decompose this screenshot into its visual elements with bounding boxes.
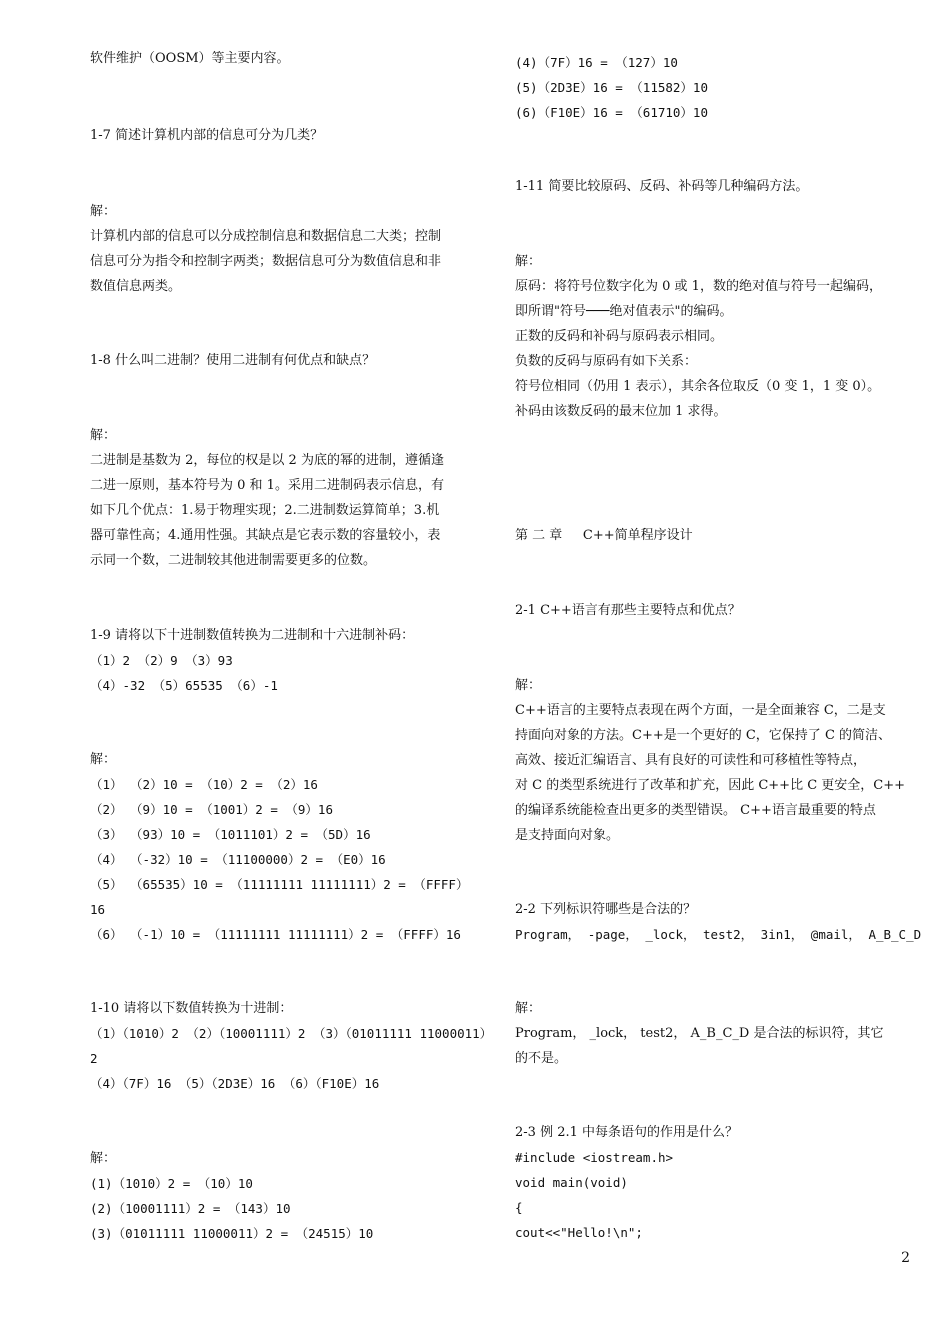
text-line: 正数的反码和补码与原码表示相同。 [515,329,724,344]
text-line: 如下几个优点：1.易于物理实现；2.二进制数运算简单；3.机 [90,503,440,518]
answer-label: 解： [90,752,117,767]
question-heading: 2-3 例 2.1 中每条语句的作用是什么？ [515,1125,739,1140]
text-line: 数值信息两类。 [90,279,182,294]
text-line: 二进制是基数为 2，每位的权是以 2 为底的幂的进制，遵循逢 [90,453,444,468]
text-line: (6)（F10E）16 = （61710）10 [515,105,708,120]
text-line: （3） （93）10 = （1011101）2 = （5D）16 [90,827,371,842]
text-line: （4）（7F）16 （5）（2D3E）16 （6）（F10E）16 [90,1076,380,1091]
text-line: （1） （2）10 = （10）2 = （2）16 [90,777,318,792]
question-heading: 2-2 下列标识符哪些是合法的？ [515,902,697,917]
text-line: 软件维护（OOSM）等主要内容。 [90,51,290,66]
answer-label: 解： [90,428,117,443]
text-line: 高效、接近汇编语言、具有良好的可读性和可移植性等特点， [515,753,867,768]
text-line: （6） （-1）10 = （11111111 11111111）2 = （FFFF）16 [90,927,461,942]
answer-label: 解： [90,204,117,219]
text-line: 计算机内部的信息可以分成控制信息和数据信息二大类；控制 [90,229,442,244]
text-line: 的编译系统能检查出更多的类型错误。 C++语言最重要的特点 [515,803,876,818]
text-line: (1)（1010）2 = （10）10 [90,1176,253,1191]
text-line: （2） （9）10 = （1001）2 = （9）16 [90,802,333,817]
answer-label: 解： [515,678,542,693]
answer-label: 解： [515,1001,542,1016]
question-heading: 1-10 请将以下数值转换为十进制： [90,1001,293,1016]
text-line: 的不是。 [515,1051,568,1066]
text-line: 16 [90,902,106,917]
question-heading: 1-9 请将以下十进制数值转换为二进制和十六进制补码： [90,628,415,643]
text-line: （4） （-32）10 = （11100000）2 = （E0）16 [90,852,386,867]
text-line: (3)（01011111 11000011）2 = （24515）10 [90,1226,374,1241]
text-line: (2)（10001111）2 = （143）10 [90,1201,291,1216]
page-number: 2 [901,1250,910,1266]
text-line: (5)（2D3E）16 = （11582）10 [515,80,708,95]
question-heading: 2-1 C++语言有那些主要特点和优点？ [515,603,741,618]
text-line: (4)（7F）16 = （127）10 [515,55,678,70]
code-line: #include <iostream.h> [515,1150,674,1165]
text-line: Program， -page， _lock， test2， 3in1， @mail， A_B_C_D [515,927,922,942]
text-line: 2 [90,1051,98,1066]
text-line: 补码由该数反码的最末位加 1 求得。 [515,404,727,419]
text-line: 器可靠性高；4.通用性强。其缺点是它表示数的容量较小，表 [90,528,441,543]
question-heading: 1-11 简要比较原码、反码、补码等几种编码方法。 [515,179,809,194]
text-line: 负数的反码与原码有如下关系： [515,354,698,369]
code-line: cout<<"Hello!\n"; [515,1225,643,1240]
text-line: （4）-32 （5）65535 （6）-1 [90,678,278,693]
code-line: void main(void) [515,1175,628,1190]
text-line: 是支持面向对象。 [515,828,620,843]
text-line: 原码：将符号位数字化为 0 或 1，数的绝对值与符号一起编码， [515,279,882,294]
text-line: Program， _lock， test2， A_B_C_D 是合法的标识符，其它 [515,1026,884,1041]
text-line: 持面向对象的方法。C++是一个更好的 C，它保持了 C 的简洁、 [515,728,892,743]
text-line: 信息可分为指令和控制字两类；数据信息可分为数值信息和非 [90,254,442,269]
text-line: 示同一个数，二进制较其他进制需要更多的位数。 [90,553,377,568]
text-line: 对 C 的类型系统进行了改革和扩充，因此 C++比 C 更安全，C++ [515,778,906,793]
text-line: 即所谓"符号───绝对值表示"的编码。 [515,304,733,319]
answer-label: 解： [515,254,542,269]
code-line: { [515,1200,523,1215]
chapter-heading: 第 二 章 C++简单程序设计 [515,528,693,543]
answer-label: 解： [90,1151,117,1166]
text-line: （1）2 （2）9 （3）93 [90,653,233,668]
text-line: （5） （65535）10 = （11111111 11111111）2 = （FFFF） [90,877,469,892]
text-line: 符号位相同（仍用 1 表示），其余各位取反（0 变 1，1 变 0）。 [515,379,881,394]
text-line: 二进一原则，基本符号为 0 和 1。采用二进制码表示信息，有 [90,478,444,493]
question-heading: 1-7 简述计算机内部的信息可分为几类？ [90,128,324,143]
text-line: （1）（1010）2 （2）（10001111）2 （3）（01011111 11000011） [90,1026,493,1041]
question-heading: 1-8 什么叫二进制？使用二进制有何优点和缺点？ [90,353,376,368]
text-line: C++语言的主要特点表现在两个方面，一是全面兼容 C，二是支 [515,703,886,718]
